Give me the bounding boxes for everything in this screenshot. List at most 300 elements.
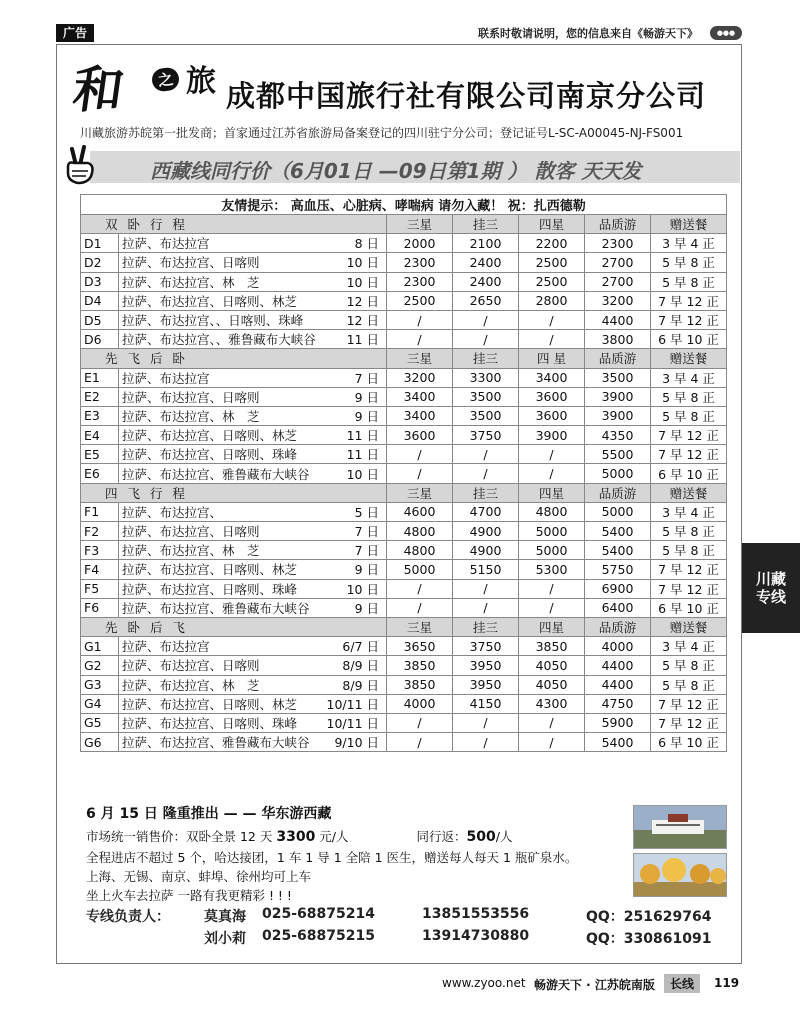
route-code: D1 bbox=[81, 234, 119, 253]
price-cell: / bbox=[519, 733, 585, 752]
route-cell bbox=[119, 368, 387, 387]
price-cell: 3900 bbox=[519, 426, 585, 445]
column-header: 挂三 bbox=[453, 617, 519, 636]
route-code: D4 bbox=[81, 291, 119, 310]
price-cell: 4900 bbox=[453, 522, 519, 541]
route-days: 9 日 bbox=[354, 600, 379, 616]
route-days: 9 日 bbox=[354, 562, 379, 578]
route-cell bbox=[119, 234, 387, 253]
column-header: 品质游 bbox=[585, 617, 651, 636]
route-days: 10 日 bbox=[346, 466, 379, 482]
route-days: 9/10 日 bbox=[334, 735, 379, 751]
route-days: 7 日 bbox=[354, 524, 379, 540]
price-cell: / bbox=[387, 579, 453, 598]
meal-cell: 6 早 10 正 bbox=[651, 733, 727, 752]
meal-cell: 7 早 12 正 bbox=[651, 560, 727, 579]
price-cell: 4400 bbox=[585, 310, 651, 329]
route-code: F1 bbox=[81, 502, 119, 521]
meal-cell: 3 早 4 正 bbox=[651, 637, 727, 656]
meal-cell: 3 早 4 正 bbox=[651, 234, 727, 253]
contact-label: 专线负责人： bbox=[86, 909, 170, 925]
meal-cell: 7 早 12 正 bbox=[651, 445, 727, 464]
price-cell: 5000 bbox=[387, 560, 453, 579]
victory-hand-icon bbox=[60, 145, 100, 185]
price-cell: 4600 bbox=[387, 502, 453, 521]
route-name: 拉萨、布达拉宫、日喀则、林芝 bbox=[122, 428, 298, 444]
route-code: G1 bbox=[81, 637, 119, 656]
price-value: 3300 bbox=[276, 829, 316, 845]
route-wrap bbox=[122, 234, 383, 252]
route-code: F4 bbox=[81, 560, 119, 579]
meal-cell: 5 早 8 正 bbox=[651, 272, 727, 291]
footer-tag: 长线 bbox=[664, 974, 700, 993]
price-cell: 6400 bbox=[585, 598, 651, 617]
section-title: 先 飞 后 卧 bbox=[81, 349, 387, 368]
route-days: 11 日 bbox=[346, 332, 379, 348]
route-cell bbox=[119, 522, 387, 541]
route-code: G2 bbox=[81, 656, 119, 675]
route-name: 拉萨、布达拉宫、日喀则 bbox=[122, 255, 260, 271]
route-wrap bbox=[122, 580, 383, 598]
price-cell: 4900 bbox=[453, 541, 519, 560]
meal-cell: 5 早 8 正 bbox=[651, 541, 727, 560]
table-row bbox=[81, 713, 727, 732]
table-row bbox=[81, 368, 727, 387]
route-wrap bbox=[122, 311, 383, 329]
price-cell: 3200 bbox=[387, 368, 453, 387]
autumn-trees-photo bbox=[633, 853, 727, 897]
route-name: 拉萨、布达拉宫、林 芝 bbox=[122, 408, 260, 424]
logo-end: 旅 bbox=[186, 64, 216, 99]
route-wrap bbox=[122, 292, 383, 310]
route-cell bbox=[119, 694, 387, 713]
section-header-row bbox=[81, 349, 727, 368]
price-cell: / bbox=[453, 310, 519, 329]
meal-cell: 5 早 8 正 bbox=[651, 675, 727, 694]
price-cell: / bbox=[453, 598, 519, 617]
price-cell: 3850 bbox=[387, 656, 453, 675]
route-name: 拉萨、布达拉宫、日喀则 bbox=[122, 524, 260, 540]
route-cell bbox=[119, 656, 387, 675]
route-name: 拉萨、布达拉宫、日喀则、林芝 bbox=[122, 293, 298, 309]
route-cell bbox=[119, 445, 387, 464]
route-code: F6 bbox=[81, 598, 119, 617]
price-cell: 3600 bbox=[519, 406, 585, 425]
promo-section bbox=[80, 801, 727, 901]
column-header: 品质游 bbox=[585, 483, 651, 502]
price-cell: / bbox=[453, 330, 519, 349]
route-name: 拉萨、布达拉宫 bbox=[122, 639, 210, 655]
price-cell: / bbox=[387, 464, 453, 483]
contact-1-tel: 025-68875214 bbox=[262, 906, 375, 922]
price-cell: / bbox=[387, 445, 453, 464]
route-name: 拉萨、布达拉宫、雅鲁藏布大峡谷 bbox=[122, 600, 310, 616]
price-cell: 4150 bbox=[453, 694, 519, 713]
ad-label: 广告 bbox=[56, 24, 94, 42]
table-row bbox=[81, 426, 727, 445]
price-cell: 5750 bbox=[585, 560, 651, 579]
column-header: 品质游 bbox=[585, 349, 651, 368]
price-cell: 5000 bbox=[585, 464, 651, 483]
section-title: 双 卧 行 程 bbox=[81, 215, 387, 234]
price-cell: 4000 bbox=[387, 694, 453, 713]
price-cell: 2400 bbox=[453, 253, 519, 272]
route-cell bbox=[119, 579, 387, 598]
table-row bbox=[81, 694, 727, 713]
route-days: 7 日 bbox=[354, 543, 379, 559]
meal-cell: 5 早 8 正 bbox=[651, 656, 727, 675]
route-name: 拉萨、布达拉宫、日喀则、林芝 bbox=[122, 696, 298, 712]
route-cell bbox=[119, 291, 387, 310]
logo-main: 和 bbox=[69, 60, 124, 119]
registration-line: 川藏旅游苏皖第一批发商；首家通过江苏省旅游局备案登记的四川驻宁分公司；登记证号L-SC-A00045-NJ-FS001 bbox=[80, 126, 684, 140]
column-header: 品质游 bbox=[585, 215, 651, 234]
price-cell: / bbox=[387, 598, 453, 617]
promo-price-line bbox=[86, 827, 512, 845]
route-name: 拉萨、布达拉宫、、日喀则、珠峰 bbox=[122, 313, 304, 329]
price-cell: 3650 bbox=[387, 637, 453, 656]
route-cell bbox=[119, 598, 387, 617]
column-header: 赠送餐 bbox=[651, 215, 727, 234]
column-header: 四 星 bbox=[519, 349, 585, 368]
meal-cell: 5 早 8 正 bbox=[651, 406, 727, 425]
route-cell bbox=[119, 387, 387, 406]
price-cell: 3600 bbox=[387, 426, 453, 445]
route-wrap bbox=[122, 330, 383, 348]
price-cell: / bbox=[453, 464, 519, 483]
price-cell: / bbox=[453, 579, 519, 598]
column-header: 四星 bbox=[519, 617, 585, 636]
route-name: 拉萨、布达拉宫、雅鲁藏布大峡谷 bbox=[122, 735, 310, 751]
route-code: G4 bbox=[81, 694, 119, 713]
rebate-value: 500 bbox=[466, 829, 496, 845]
route-code: G3 bbox=[81, 675, 119, 694]
route-days: 8/9 日 bbox=[342, 677, 379, 693]
price-cell: / bbox=[519, 598, 585, 617]
side-tab-line-2: 专线 bbox=[755, 588, 786, 606]
price-cell: 2400 bbox=[453, 272, 519, 291]
column-header: 赠送餐 bbox=[651, 483, 727, 502]
table-row bbox=[81, 522, 727, 541]
column-header: 三星 bbox=[387, 215, 453, 234]
route-wrap bbox=[122, 637, 383, 655]
table-row bbox=[81, 560, 727, 579]
table-row bbox=[81, 733, 727, 752]
route-days: 9 日 bbox=[354, 408, 379, 424]
price-cell: / bbox=[387, 330, 453, 349]
side-tab bbox=[742, 543, 800, 633]
route-name: 拉萨、布达拉宫、日喀则、珠峰 bbox=[122, 581, 298, 597]
table-row bbox=[81, 637, 727, 656]
meal-cell: 7 早 12 正 bbox=[651, 694, 727, 713]
route-code: E2 bbox=[81, 387, 119, 406]
tip-row bbox=[81, 195, 727, 215]
route-name: 拉萨、布达拉宫 bbox=[122, 370, 210, 386]
route-days: 7 日 bbox=[354, 370, 379, 386]
route-cell bbox=[119, 675, 387, 694]
price-cell: 5300 bbox=[519, 560, 585, 579]
route-days: 9 日 bbox=[354, 389, 379, 405]
meal-cell: 7 早 12 正 bbox=[651, 310, 727, 329]
price-cell: 3900 bbox=[585, 406, 651, 425]
route-days: 8/9 日 bbox=[342, 658, 379, 674]
price-cell: 5400 bbox=[585, 541, 651, 560]
meal-cell: 7 早 12 正 bbox=[651, 426, 727, 445]
route-name: 拉萨、布达拉宫、日喀则、林芝 bbox=[122, 562, 298, 578]
publication-mark-icon: ●●● bbox=[710, 26, 742, 40]
table-row bbox=[81, 502, 727, 521]
route-days: 10 日 bbox=[346, 581, 379, 597]
route-code: E3 bbox=[81, 406, 119, 425]
price-cell: 2300 bbox=[585, 234, 651, 253]
price-cell: 4350 bbox=[585, 426, 651, 445]
price-cell: / bbox=[519, 445, 585, 464]
health-tip: 友情提示： 高血压、心脏病、哮喘病 请勿入藏！ 祝：扎西德勒 bbox=[81, 195, 727, 215]
contact-2-mobile: 13914730880 bbox=[422, 928, 530, 944]
route-days: 12 日 bbox=[346, 313, 379, 329]
price-cell: / bbox=[519, 713, 585, 732]
table-row bbox=[81, 310, 727, 329]
price-cell: 5400 bbox=[585, 733, 651, 752]
route-wrap bbox=[122, 656, 383, 674]
route-days: 12 日 bbox=[346, 293, 379, 309]
price-cell: 4800 bbox=[387, 541, 453, 560]
route-wrap bbox=[122, 733, 383, 751]
route-cell bbox=[119, 464, 387, 483]
contact-1-mobile: 13851553556 bbox=[422, 906, 530, 922]
banner-text: 西藏线同行价（6月01日 —09日第1期 ） 散客 天天发 bbox=[150, 159, 642, 183]
route-wrap bbox=[122, 599, 383, 617]
price-cell: / bbox=[519, 310, 585, 329]
price-cell: 4400 bbox=[585, 675, 651, 694]
route-wrap bbox=[122, 676, 383, 694]
route-cell bbox=[119, 253, 387, 272]
route-cell bbox=[119, 541, 387, 560]
price-cell: 3400 bbox=[519, 368, 585, 387]
section-header-row bbox=[81, 215, 727, 234]
route-name: 拉萨、布达拉宫、日喀则、珠峰 bbox=[122, 447, 298, 463]
meal-cell: 3 早 4 正 bbox=[651, 368, 727, 387]
table-row bbox=[81, 656, 727, 675]
price-cell: 4000 bbox=[585, 637, 651, 656]
company-name: 成都中国旅行社有限公司南京分公司 bbox=[226, 79, 707, 113]
price-cell: 4400 bbox=[585, 656, 651, 675]
route-wrap bbox=[122, 426, 383, 444]
route-name: 拉萨、布达拉宫、雅鲁藏布大峡谷 bbox=[122, 466, 310, 482]
table-row bbox=[81, 291, 727, 310]
price-cell: 2500 bbox=[387, 291, 453, 310]
promo-line-4: 坐上火车去拉萨 一路有我更精彩 ! ! ! bbox=[86, 888, 292, 903]
route-wrap bbox=[122, 407, 383, 425]
price-cell: / bbox=[453, 445, 519, 464]
price-cell: 3800 bbox=[585, 330, 651, 349]
price-cell: 3750 bbox=[453, 637, 519, 656]
route-cell bbox=[119, 733, 387, 752]
table-row bbox=[81, 464, 727, 483]
column-header: 三星 bbox=[387, 483, 453, 502]
route-code: G6 bbox=[81, 733, 119, 752]
price-cell: 3200 bbox=[585, 291, 651, 310]
meal-cell: 5 早 8 正 bbox=[651, 253, 727, 272]
price-cell: / bbox=[453, 733, 519, 752]
price-cell: 2000 bbox=[387, 234, 453, 253]
section-header-row bbox=[81, 483, 727, 502]
column-header: 挂三 bbox=[453, 349, 519, 368]
price-cell: 3600 bbox=[519, 387, 585, 406]
route-wrap bbox=[122, 522, 383, 540]
contact-2-qq: QQ：330861091 bbox=[586, 931, 712, 947]
price-cell: 2500 bbox=[519, 253, 585, 272]
route-cell bbox=[119, 502, 387, 521]
table-row bbox=[81, 387, 727, 406]
table-row bbox=[81, 445, 727, 464]
price-cell: 4750 bbox=[585, 694, 651, 713]
route-wrap bbox=[122, 388, 383, 406]
route-wrap bbox=[122, 560, 383, 578]
price-cell: 6900 bbox=[585, 579, 651, 598]
top-bar bbox=[56, 24, 742, 42]
price-cell: 4050 bbox=[519, 675, 585, 694]
route-cell bbox=[119, 713, 387, 732]
footer bbox=[56, 972, 742, 994]
price-cell: 3500 bbox=[585, 368, 651, 387]
table-row bbox=[81, 579, 727, 598]
section-title: 四 飞 行 程 bbox=[81, 483, 387, 502]
meal-cell: 5 早 8 正 bbox=[651, 387, 727, 406]
meal-cell: 7 早 12 正 bbox=[651, 713, 727, 732]
meal-cell: 5 早 8 正 bbox=[651, 522, 727, 541]
table-row bbox=[81, 598, 727, 617]
route-code: E4 bbox=[81, 426, 119, 445]
contact-2-name: 刘小莉 bbox=[204, 931, 246, 947]
route-code: D3 bbox=[81, 272, 119, 291]
column-header: 三星 bbox=[387, 617, 453, 636]
price-cell: 4800 bbox=[387, 522, 453, 541]
column-header: 四星 bbox=[519, 215, 585, 234]
route-cell bbox=[119, 310, 387, 329]
route-wrap bbox=[122, 541, 383, 559]
route-code: D6 bbox=[81, 330, 119, 349]
route-days: 10/11 日 bbox=[326, 715, 379, 731]
price-cell: 5150 bbox=[453, 560, 519, 579]
price-cell: 2700 bbox=[585, 253, 651, 272]
column-header: 四星 bbox=[519, 483, 585, 502]
route-wrap bbox=[122, 503, 383, 521]
column-header: 挂三 bbox=[453, 215, 519, 234]
route-code: F5 bbox=[81, 579, 119, 598]
contact-1-name: 莫真海 bbox=[204, 909, 246, 925]
route-days: 10 日 bbox=[346, 255, 379, 271]
table-row bbox=[81, 675, 727, 694]
route-days: 5 日 bbox=[354, 504, 379, 520]
route-wrap bbox=[122, 445, 383, 463]
route-code: F3 bbox=[81, 541, 119, 560]
route-code: E5 bbox=[81, 445, 119, 464]
page-number: 119 bbox=[714, 976, 740, 990]
price-cell: 3500 bbox=[453, 406, 519, 425]
route-code: E1 bbox=[81, 368, 119, 387]
route-wrap bbox=[122, 273, 383, 291]
table-row bbox=[81, 406, 727, 425]
route-name: 拉萨、布达拉宫、、雅鲁藏布大峡谷 bbox=[122, 332, 316, 348]
price-cell: 2500 bbox=[519, 272, 585, 291]
table-row bbox=[81, 272, 727, 291]
route-code: F2 bbox=[81, 522, 119, 541]
route-name: 拉萨、布达拉宫、林 芝 bbox=[122, 274, 260, 290]
promo-title: 6 月 15 日 隆重推出 — — 华东游西藏 bbox=[86, 806, 332, 822]
price-unit: 元/人 bbox=[319, 829, 349, 844]
side-tab-line-1: 川藏 bbox=[755, 570, 786, 588]
route-code: D2 bbox=[81, 253, 119, 272]
price-cell: 4050 bbox=[519, 656, 585, 675]
price-cell: 3850 bbox=[519, 637, 585, 656]
price-cell: 2800 bbox=[519, 291, 585, 310]
table-row bbox=[81, 541, 727, 560]
contact-1-qq: QQ：251629764 bbox=[586, 909, 712, 925]
route-banner bbox=[60, 145, 740, 185]
price-cell: 2650 bbox=[453, 291, 519, 310]
price-cell: / bbox=[387, 713, 453, 732]
route-cell bbox=[119, 406, 387, 425]
route-name: 拉萨、布达拉宫、日喀则 bbox=[122, 389, 260, 405]
meal-cell: 6 早 10 正 bbox=[651, 330, 727, 349]
contact-2-tel: 025-68875215 bbox=[262, 928, 375, 944]
route-wrap bbox=[122, 465, 383, 483]
price-cell: 3750 bbox=[453, 426, 519, 445]
route-wrap bbox=[122, 369, 383, 387]
header bbox=[56, 44, 742, 140]
column-header: 赠送餐 bbox=[651, 617, 727, 636]
potala-photo bbox=[633, 805, 727, 849]
price-cell: 2100 bbox=[453, 234, 519, 253]
price-cell: 2200 bbox=[519, 234, 585, 253]
price-cell: 5000 bbox=[585, 502, 651, 521]
table-row bbox=[81, 234, 727, 253]
footer-url[interactable]: www.zyoo.net bbox=[442, 976, 526, 990]
price-label: 市场统一销售价：双卧全景 12 天 bbox=[86, 829, 273, 844]
price-cell: 4800 bbox=[519, 502, 585, 521]
price-cell: 3400 bbox=[387, 387, 453, 406]
price-cell: / bbox=[519, 464, 585, 483]
route-cell bbox=[119, 426, 387, 445]
route-name: 拉萨、布达拉宫、林 芝 bbox=[122, 677, 260, 693]
route-days: 11 日 bbox=[346, 428, 379, 444]
table-row bbox=[81, 330, 727, 349]
route-days: 8 日 bbox=[354, 236, 379, 252]
promo-line-3: 上海、无锡、南京、蚌埠、徐州均可上车 bbox=[86, 869, 312, 884]
table-row bbox=[81, 253, 727, 272]
price-cell: / bbox=[519, 330, 585, 349]
route-name: 拉萨、布达拉宫、日喀则、珠峰 bbox=[122, 715, 298, 731]
route-cell bbox=[119, 637, 387, 656]
price-cell: 2300 bbox=[387, 272, 453, 291]
price-cell: 3500 bbox=[453, 387, 519, 406]
price-cell: 3300 bbox=[453, 368, 519, 387]
route-name: 拉萨、布达拉宫、 bbox=[122, 504, 223, 520]
route-wrap bbox=[122, 695, 383, 713]
footer-publication: 畅游天下 · 江苏皖南版 bbox=[534, 978, 655, 992]
price-cell: 3950 bbox=[453, 675, 519, 694]
top-note: 联系时敬请说明，您的信息来自《畅游天下》 bbox=[478, 27, 698, 40]
route-name: 拉萨、布达拉宫、林 芝 bbox=[122, 543, 260, 559]
promo-line-2: 全程进店不超过 5 个，哈达接团，1 车 1 导 1 全陪 1 医生，赠送每人每天 1 瓶矿泉水。 bbox=[86, 850, 578, 865]
column-header: 三星 bbox=[387, 349, 453, 368]
meal-cell: 7 早 12 正 bbox=[651, 579, 727, 598]
price-cell: 5500 bbox=[585, 445, 651, 464]
route-code: E6 bbox=[81, 464, 119, 483]
price-cell: 5000 bbox=[519, 522, 585, 541]
route-cell bbox=[119, 272, 387, 291]
